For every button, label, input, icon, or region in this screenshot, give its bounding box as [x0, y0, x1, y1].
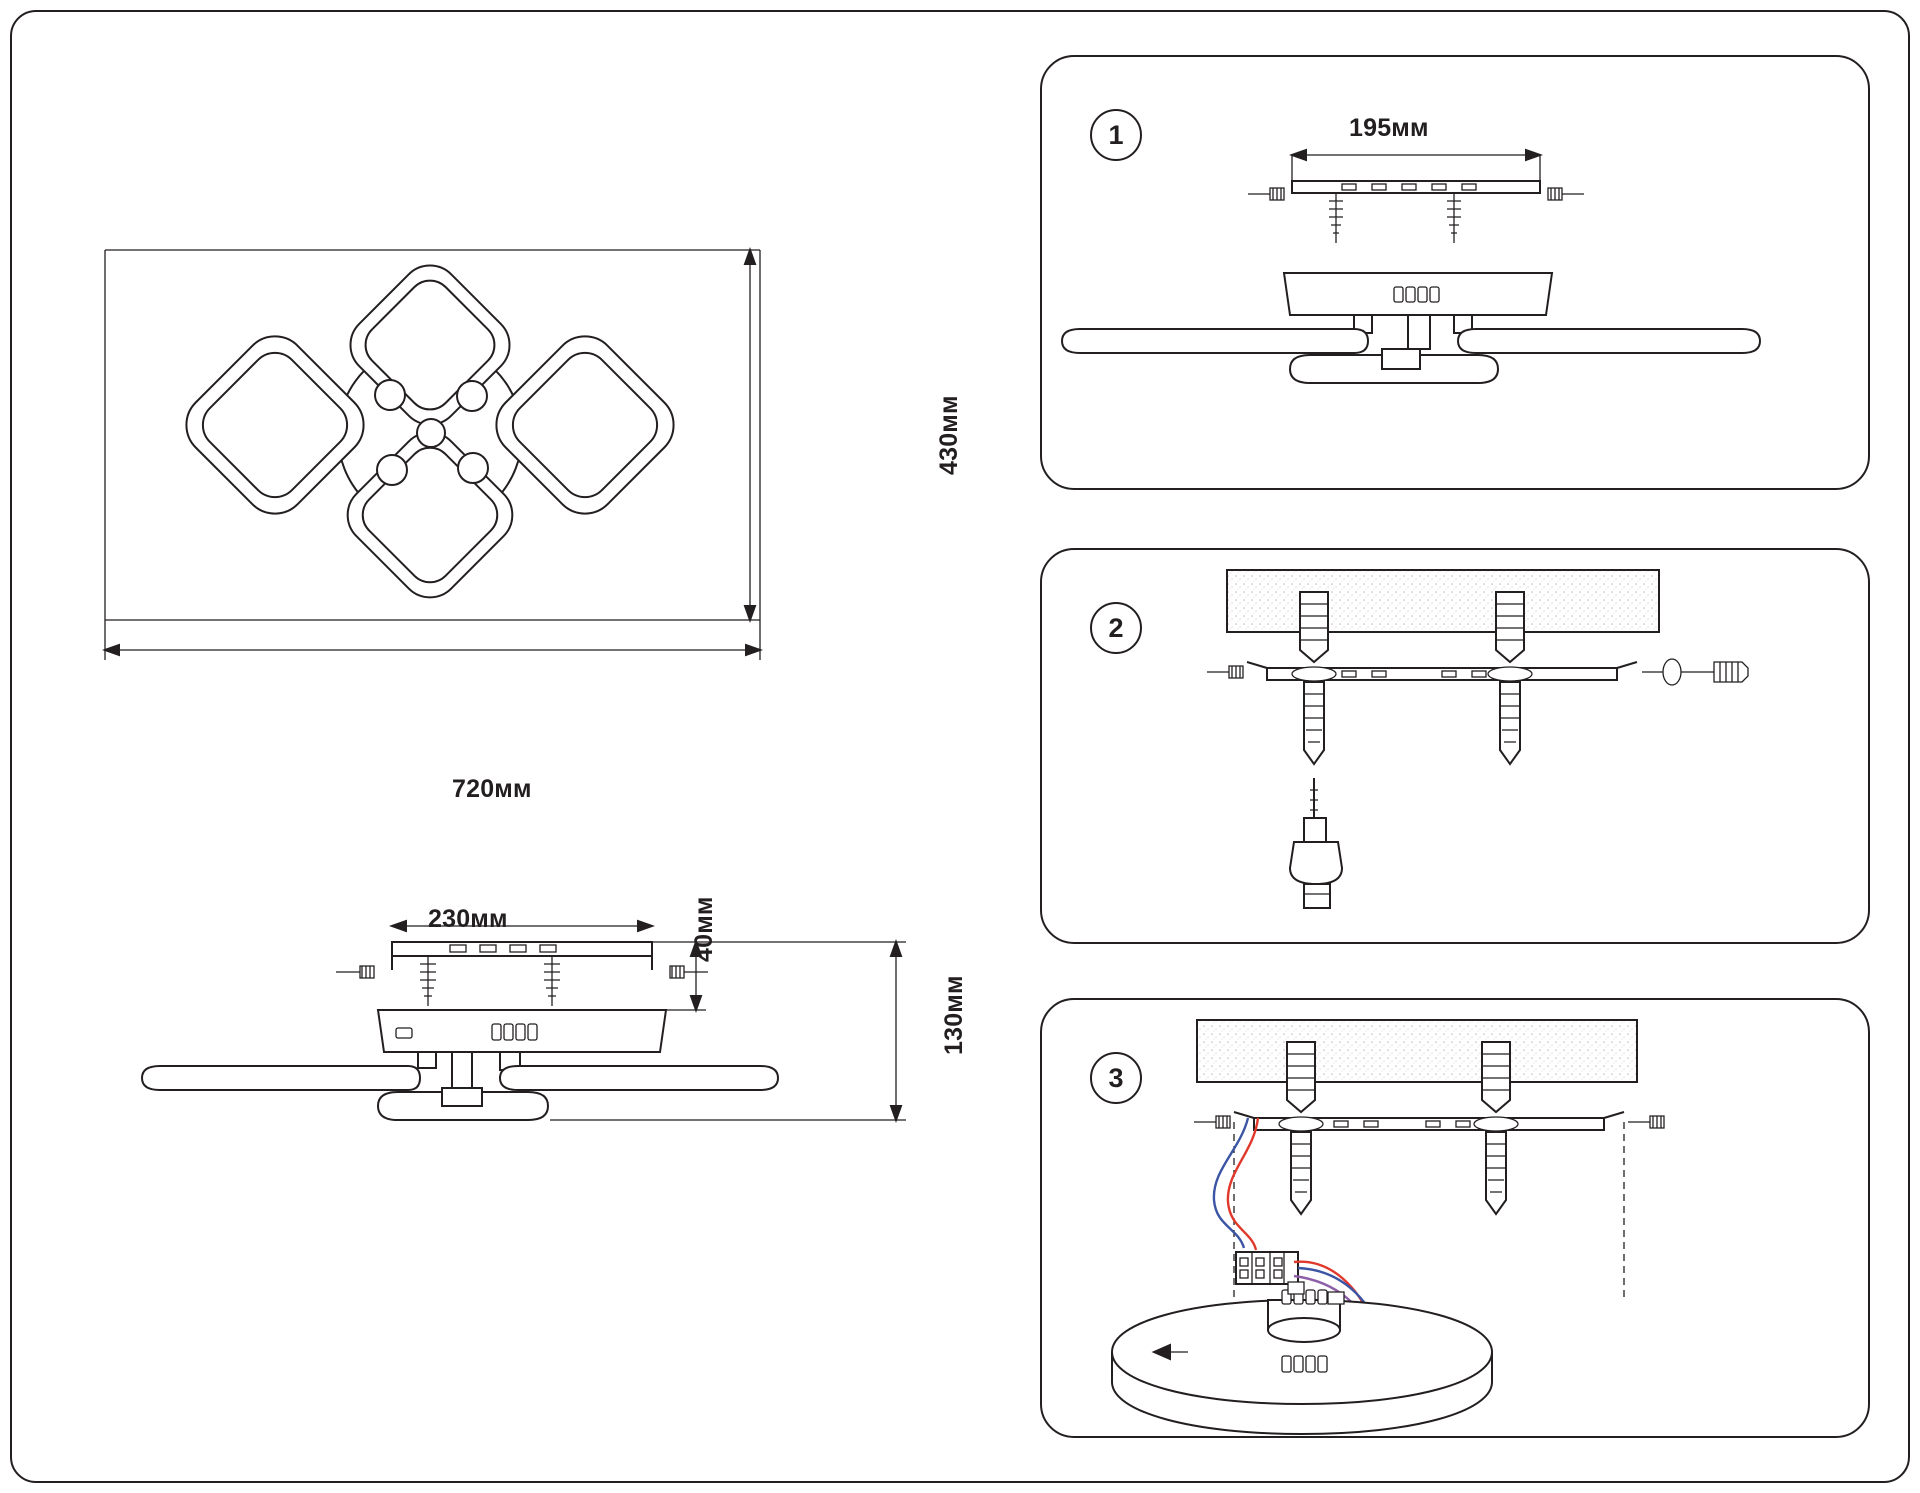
bracket-screw-left	[1329, 193, 1343, 243]
screw-icon-left-step2	[1207, 666, 1243, 678]
step-1-panel	[1040, 55, 1870, 490]
side-view-total-height-label: 130мм	[940, 975, 968, 1055]
mounting-bracket-step3	[1194, 1112, 1664, 1131]
mount-plate-side	[336, 942, 708, 1006]
dowel-icon-left-step3	[1287, 1042, 1315, 1112]
side-view-base-width-label: 230мм	[428, 905, 508, 933]
ceiling-slab-icon	[1227, 570, 1659, 632]
drill-icon	[1290, 778, 1342, 908]
screw-long-left	[1304, 682, 1324, 764]
screw-icon-left	[336, 966, 374, 978]
side-view-base-height-label: 40мм	[690, 896, 718, 962]
lamp-base-step3	[1112, 1282, 1492, 1434]
dowel-icon-left	[1300, 592, 1328, 662]
screw-icon-right-step2	[1642, 659, 1748, 685]
square-ring-right	[483, 323, 687, 527]
screw-icon-left-step1	[1248, 188, 1284, 200]
dowel-screw-left	[420, 956, 436, 1006]
dowel-icon-right-step3	[1482, 1042, 1510, 1112]
mount-plate-width-label: 195мм	[1349, 114, 1429, 142]
step-3-panel	[1040, 998, 1870, 1438]
top-view-height-label: 430мм	[935, 395, 963, 475]
side-view-drawing	[60, 910, 940, 1210]
bracket-screw-right	[1447, 193, 1461, 243]
dowel-icon-right	[1496, 592, 1524, 662]
step-2-panel	[1040, 548, 1870, 944]
lamp-base-side	[378, 1010, 666, 1052]
screw-long-left-step3	[1291, 1132, 1311, 1214]
lamp-assembly-step1	[1062, 273, 1760, 383]
screw-icon-right-step3	[1628, 1116, 1664, 1128]
mounting-bracket-step2	[1207, 659, 1748, 685]
mounting-bracket	[1248, 181, 1584, 243]
screw-icon-right-step1	[1548, 188, 1584, 200]
step-1-number: 1	[1108, 119, 1124, 150]
screw-long-right	[1500, 682, 1520, 764]
ceiling-slab-icon-step3	[1197, 1020, 1637, 1082]
screw-icon-right	[670, 966, 708, 978]
top-view-width-label: 720мм	[452, 775, 532, 803]
supply-wires	[1214, 1118, 1258, 1250]
step-2-number: 2	[1108, 612, 1124, 643]
terminal-block-icon	[1236, 1252, 1298, 1284]
screw-long-right-step3	[1486, 1132, 1506, 1214]
dowel-screw-right	[544, 956, 560, 1006]
screw-icon-left-step3	[1194, 1116, 1230, 1128]
top-view-drawing	[60, 200, 940, 720]
step-3-number: 3	[1108, 1062, 1124, 1093]
square-ring-left	[173, 323, 377, 527]
